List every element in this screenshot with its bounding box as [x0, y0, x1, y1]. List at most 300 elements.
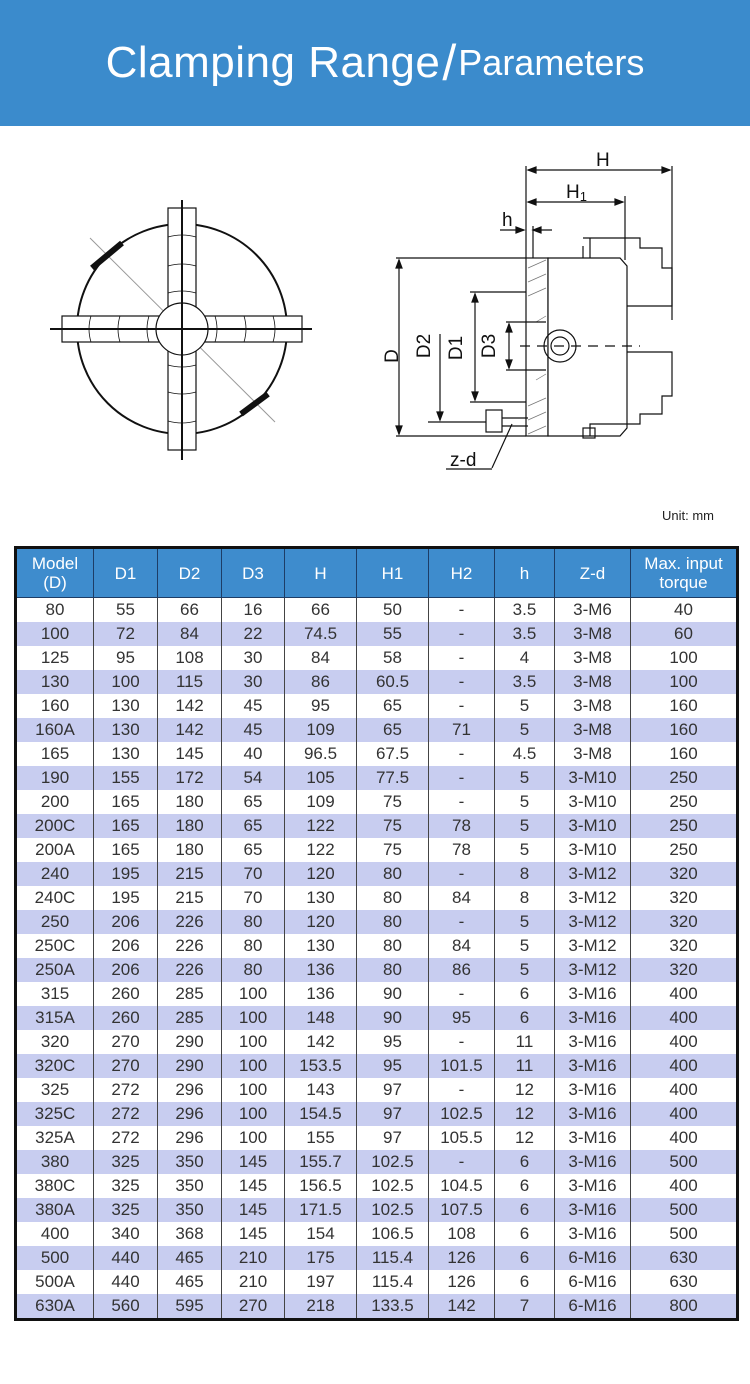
cell-model: 160 [40, 696, 70, 715]
table-row [16, 1030, 738, 1054]
cell-h2: 95 [429, 1006, 495, 1030]
cell-h1: 75 [357, 814, 429, 838]
cell-h2: 84 [429, 886, 495, 910]
cell-zd: 3-M16 [555, 1174, 631, 1198]
cell-d1: 55 [94, 598, 158, 623]
col-header-h2: H2 [429, 548, 495, 598]
cell-d3: 145 [222, 1150, 285, 1174]
cell-d3: 54 [222, 766, 285, 790]
cell-d3: 100 [222, 1006, 285, 1030]
cell-h: 86 [285, 670, 357, 694]
cell-model: 325 [40, 1080, 70, 1099]
cell-h-small: 3.5 [495, 622, 555, 646]
table-row [16, 1222, 738, 1246]
cell-zd: 3-M16 [555, 1222, 631, 1246]
table-row [16, 814, 738, 838]
cell-model: 250 [16, 910, 94, 934]
cell-torque: 250 [631, 838, 738, 862]
cell-h: 105 [285, 766, 357, 790]
cell-h1: 50 [357, 598, 429, 623]
cell-h: 66 [285, 598, 357, 623]
table-row [16, 694, 738, 718]
cell-d3: 16 [222, 598, 285, 623]
cell-h-small: 6 [495, 1246, 555, 1270]
cell-d3: 40 [222, 742, 285, 766]
cell-d1: 270 [94, 1030, 158, 1054]
col-header-h1: H1 [357, 548, 429, 598]
cell-d2: 180 [158, 838, 222, 862]
cell-d2: 226 [158, 934, 222, 958]
cell-d2: 226 [158, 958, 222, 982]
cell-h1: 90 [357, 1006, 429, 1030]
cell-h1: 65 [357, 694, 429, 718]
cell-h-small: 5 [495, 910, 555, 934]
cell-h: 120 [285, 862, 357, 886]
cell-h-small: 6 [495, 1222, 555, 1246]
cell-h1: 80 [357, 958, 429, 982]
svg-text:h: h [502, 210, 513, 231]
title-banner [0, 0, 750, 126]
cell-zd: 3-M8 [555, 694, 631, 718]
cell-torque: 320 [631, 910, 738, 934]
cell-d2: 172 [158, 766, 222, 790]
cell-d3: 100 [222, 1054, 285, 1078]
cell-model: 190 [16, 766, 94, 790]
svg-text:D: D [382, 349, 403, 363]
cell-torque: 250 [631, 814, 738, 838]
table-row [16, 670, 738, 694]
cell-d3: 65 [222, 838, 285, 862]
cell-h-small: 5 [495, 766, 555, 790]
cell-d3: 45 [222, 694, 285, 718]
cell-d1: 440 [94, 1270, 158, 1294]
cell-h-small: 6 [495, 1150, 555, 1174]
cell-d1: 560 [94, 1294, 158, 1320]
table-row [16, 1126, 738, 1150]
cell-zd: 3-M16 [555, 1102, 631, 1126]
col-header-h-small: h [495, 548, 555, 598]
cell-h: 109 [285, 790, 357, 814]
cell-h2: 71 [429, 718, 495, 742]
cell-d1: 272 [94, 1126, 158, 1150]
cell-d3: 100 [222, 1126, 285, 1150]
cell-h-small: 6 [495, 1198, 555, 1222]
cell-h-small: 6 [495, 1270, 555, 1294]
table-row [16, 886, 738, 910]
cell-h2: - [429, 670, 495, 694]
cell-d1: 206 [94, 910, 158, 934]
cell-h1: 67.5 [357, 742, 429, 766]
svg-text:H1: H1 [566, 182, 587, 204]
svg-text:D3: D3 [479, 333, 500, 359]
cell-d2: 465 [158, 1270, 222, 1294]
cell-torque: 320 [631, 862, 738, 886]
cell-h2: - [429, 910, 495, 934]
cell-zd: 3-M8 [555, 622, 631, 646]
cell-zd: 6-M16 [555, 1246, 631, 1270]
col-header-torque-line2: torque [659, 573, 708, 592]
table-row [16, 598, 738, 623]
cell-d3: 210 [222, 1246, 285, 1270]
cell-h2: 126 [429, 1270, 495, 1294]
cell-model: 125 [40, 648, 70, 667]
cell-zd: 6-M16 [555, 1270, 631, 1294]
cell-zd: 3-M12 [555, 862, 631, 886]
cell-d3: 145 [222, 1174, 285, 1198]
table-row [16, 1078, 738, 1102]
cell-h: 84 [285, 646, 357, 670]
cell-h: 143 [285, 1078, 357, 1102]
cell-torque: 500 [631, 1198, 738, 1222]
cell-h1: 106.5 [357, 1222, 429, 1246]
cell-zd: 3-M16 [555, 1198, 631, 1222]
cell-d1: 195 [94, 886, 158, 910]
cell-d2: 350 [158, 1150, 222, 1174]
cell-zd: 3-M8 [555, 742, 631, 766]
table-row [16, 1246, 738, 1270]
cell-zd: 3-M6 [555, 598, 631, 623]
cell-d1: 440 [94, 1246, 158, 1270]
cell-h: 96.5 [285, 742, 357, 766]
cell-d3: 270 [222, 1294, 285, 1320]
cell-h: 74.5 [285, 622, 357, 646]
cell-h2: - [429, 742, 495, 766]
cell-d3: 145 [222, 1198, 285, 1222]
cell-model: 100 [16, 622, 94, 646]
cell-model: 80 [45, 600, 65, 619]
cell-h: 122 [285, 814, 357, 838]
cell-d3: 65 [222, 814, 285, 838]
cell-d1: 95 [94, 646, 158, 670]
cell-d2: 285 [158, 1006, 222, 1030]
cell-h-small: 8 [495, 886, 555, 910]
col-header-d1: D1 [94, 548, 158, 598]
cell-zd: 3-M16 [555, 1054, 631, 1078]
cell-torque: 630 [631, 1246, 738, 1270]
cell-h: 218 [285, 1294, 357, 1320]
cell-torque: 400 [631, 1126, 738, 1150]
cell-d3: 30 [222, 646, 285, 670]
cell-d1: 72 [94, 622, 158, 646]
table-row [16, 934, 738, 958]
cell-d3: 100 [222, 1102, 285, 1126]
cell-d2: 350 [158, 1198, 222, 1222]
cell-h1: 60.5 [357, 670, 429, 694]
cell-h-small: 5 [495, 838, 555, 862]
cell-h2: - [429, 1150, 495, 1174]
cell-d3: 210 [222, 1270, 285, 1294]
cell-torque: 160 [631, 742, 738, 766]
cell-h-small: 5 [495, 790, 555, 814]
cell-h2: - [429, 766, 495, 790]
cell-h2: - [429, 622, 495, 646]
cell-d1: 272 [94, 1078, 158, 1102]
cell-model: 500 [16, 1246, 94, 1270]
cell-zd: 3-M10 [555, 766, 631, 790]
cell-h: 130 [285, 934, 357, 958]
cell-h2: - [429, 790, 495, 814]
table-row [16, 1294, 738, 1320]
cell-h2: 108 [429, 1222, 495, 1246]
cell-torque: 320 [631, 886, 738, 910]
cell-h1: 95 [357, 1030, 429, 1054]
technical-diagram [0, 126, 750, 506]
cell-h1: 95 [357, 1054, 429, 1078]
cell-d1: 155 [94, 766, 158, 790]
cell-h2: - [429, 1030, 495, 1054]
cell-torque: 100 [631, 646, 738, 670]
cell-d2: 465 [158, 1246, 222, 1270]
table-row [16, 1054, 738, 1078]
cell-zd: 3-M10 [555, 814, 631, 838]
cell-h-small: 12 [495, 1126, 555, 1150]
cell-d2: 66 [158, 598, 222, 623]
cell-d3: 22 [222, 622, 285, 646]
cell-h: 130 [285, 886, 357, 910]
cell-d3: 30 [222, 670, 285, 694]
cell-h-small: 3.5 [495, 598, 555, 623]
svg-text:D1: D1 [446, 335, 467, 361]
cell-h2: 105.5 [429, 1126, 495, 1150]
cell-model: 380A [16, 1198, 94, 1222]
cell-torque: 40 [631, 598, 738, 623]
cell-model: 630A [16, 1294, 94, 1320]
cell-h-small: 8 [495, 862, 555, 886]
cell-h2: - [429, 982, 495, 1006]
cell-h1: 58 [357, 646, 429, 670]
cell-model: 160A [16, 718, 94, 742]
cell-h: 122 [285, 838, 357, 862]
cell-d1: 130 [94, 694, 158, 718]
cell-h2: 102.5 [429, 1102, 495, 1126]
cell-d1: 165 [94, 814, 158, 838]
cell-h1: 75 [357, 790, 429, 814]
title-sub: Parameters [458, 42, 645, 83]
cell-zd: 3-M16 [555, 982, 631, 1006]
cell-h1: 80 [357, 886, 429, 910]
cell-d2: 296 [158, 1078, 222, 1102]
cell-h1: 102.5 [357, 1174, 429, 1198]
table-row [16, 790, 738, 814]
cell-model: 165 [40, 744, 70, 763]
cell-zd: 3-M16 [555, 1150, 631, 1174]
cell-h-small: 6 [495, 982, 555, 1006]
title-separator: / [442, 35, 457, 91]
cell-torque: 160 [631, 694, 738, 718]
table-row [16, 1102, 738, 1126]
cell-h1: 97 [357, 1078, 429, 1102]
cell-h2: - [429, 598, 495, 623]
cell-d1: 272 [94, 1102, 158, 1126]
cell-d1: 165 [94, 790, 158, 814]
chuck-front-view-icon [50, 200, 312, 460]
cell-d2: 595 [158, 1294, 222, 1320]
cell-d2: 84 [158, 622, 222, 646]
table-row [16, 718, 738, 742]
col-header-zd: Z-d [555, 548, 631, 598]
cell-h-small: 4 [495, 646, 555, 670]
cell-h: 171.5 [285, 1198, 357, 1222]
cell-h: 155 [285, 1126, 357, 1150]
cell-zd: 3-M16 [555, 1078, 631, 1102]
cell-torque: 400 [631, 1054, 738, 1078]
cell-h-small: 12 [495, 1102, 555, 1126]
cell-zd: 3-M16 [555, 1126, 631, 1150]
cell-d1: 206 [94, 934, 158, 958]
cell-h-small: 5 [495, 694, 555, 718]
col-header-model-line2: (D) [43, 573, 67, 592]
parameters-table [14, 546, 739, 1321]
cell-h1: 75 [357, 838, 429, 862]
cell-h-small: 6 [495, 1006, 555, 1030]
cell-h1: 77.5 [357, 766, 429, 790]
cell-zd: 3-M8 [555, 646, 631, 670]
cell-model: 320 [40, 1032, 70, 1051]
cell-d1: 260 [94, 1006, 158, 1030]
cell-h2: 78 [429, 838, 495, 862]
cell-h: 155.7 [285, 1150, 357, 1174]
cell-h1: 115.4 [357, 1246, 429, 1270]
cell-h1: 133.5 [357, 1294, 429, 1320]
cell-d3: 65 [222, 790, 285, 814]
cell-torque: 400 [631, 1078, 738, 1102]
cell-torque: 160 [631, 718, 738, 742]
cell-d2: 215 [158, 886, 222, 910]
cell-h-small: 4.5 [495, 742, 555, 766]
cell-h-small: 11 [495, 1054, 555, 1078]
cell-h-small: 12 [495, 1078, 555, 1102]
cell-h: 154 [285, 1222, 357, 1246]
cell-h2: 101.5 [429, 1054, 495, 1078]
cell-h: 156.5 [285, 1174, 357, 1198]
cell-d2: 296 [158, 1102, 222, 1126]
svg-text:z-d: z-d [450, 450, 477, 471]
table-row [16, 958, 738, 982]
cell-h1: 115.4 [357, 1270, 429, 1294]
table-row [16, 1006, 738, 1030]
cell-h: 148 [285, 1006, 357, 1030]
cell-d2: 142 [158, 694, 222, 718]
cell-d1: 260 [94, 982, 158, 1006]
cell-h2: - [429, 862, 495, 886]
cell-h: 142 [285, 1030, 357, 1054]
cell-model: 325A [35, 1128, 75, 1147]
cell-model: 315A [16, 1006, 94, 1030]
cell-h1: 102.5 [357, 1150, 429, 1174]
cell-torque: 320 [631, 934, 738, 958]
cell-h-small: 7 [495, 1294, 555, 1320]
cell-h-small: 5 [495, 958, 555, 982]
cell-model: 200 [40, 792, 70, 811]
cell-h-small: 3.5 [495, 670, 555, 694]
cell-d3: 100 [222, 1078, 285, 1102]
cell-h: 175 [285, 1246, 357, 1270]
cell-h: 120 [285, 910, 357, 934]
cell-d1: 270 [94, 1054, 158, 1078]
cell-d1: 325 [94, 1198, 158, 1222]
col-header-h: H [285, 548, 357, 598]
cell-h2: 126 [429, 1246, 495, 1270]
cell-model: 240C [34, 888, 76, 907]
cell-d3: 145 [222, 1222, 285, 1246]
cell-d3: 45 [222, 718, 285, 742]
cell-h1: 80 [357, 934, 429, 958]
cell-d2: 296 [158, 1126, 222, 1150]
cell-d1: 325 [94, 1174, 158, 1198]
cell-zd: 3-M12 [555, 886, 631, 910]
table-row [16, 766, 738, 790]
svg-text:D2: D2 [414, 333, 435, 359]
cell-torque: 60 [631, 622, 738, 646]
cell-h-small: 5 [495, 814, 555, 838]
table-row [16, 1174, 738, 1198]
cell-model: 320C [16, 1054, 94, 1078]
cell-torque: 500 [631, 1150, 738, 1174]
cell-d2: 180 [158, 790, 222, 814]
cell-h-small: 5 [495, 718, 555, 742]
cell-zd: 3-M12 [555, 910, 631, 934]
cell-h: 136 [285, 982, 357, 1006]
cell-h-small: 11 [495, 1030, 555, 1054]
table-row [16, 982, 738, 1006]
table-row [16, 742, 738, 766]
cell-model: 325C [16, 1102, 94, 1126]
cell-model: 400 [40, 1224, 70, 1243]
cell-d1: 206 [94, 958, 158, 982]
table-row [16, 862, 738, 886]
cell-torque: 630 [631, 1270, 738, 1294]
cell-d2: 285 [158, 982, 222, 1006]
cell-d3: 100 [222, 982, 285, 1006]
cell-model: 500A [35, 1272, 75, 1291]
cell-zd: 3-M12 [555, 934, 631, 958]
cell-torque: 500 [631, 1222, 738, 1246]
cell-d1: 130 [94, 718, 158, 742]
cell-model: 200A [35, 840, 75, 859]
cell-d3: 70 [222, 862, 285, 886]
cell-torque: 400 [631, 1030, 738, 1054]
cell-torque: 400 [631, 1174, 738, 1198]
cell-h1: 80 [357, 862, 429, 886]
cell-torque: 250 [631, 766, 738, 790]
col-header-torque-line1: Max. input [644, 554, 723, 573]
cell-torque: 400 [631, 1102, 738, 1126]
cell-d2: 180 [158, 814, 222, 838]
cell-h2: 104.5 [429, 1174, 495, 1198]
cell-model: 380 [16, 1150, 94, 1174]
table-body [16, 598, 738, 1320]
cell-h: 109 [285, 718, 357, 742]
cell-h2: - [429, 646, 495, 670]
cell-h1: 80 [357, 910, 429, 934]
col-header-model [16, 548, 94, 598]
cell-h1: 97 [357, 1102, 429, 1126]
col-header-torque [631, 548, 738, 598]
cell-h1: 97 [357, 1126, 429, 1150]
cell-zd: 6-M16 [555, 1294, 631, 1320]
cell-d1: 130 [94, 742, 158, 766]
cell-d2: 350 [158, 1174, 222, 1198]
cell-h2: - [429, 694, 495, 718]
cell-d2: 115 [158, 670, 222, 694]
cell-d2: 290 [158, 1054, 222, 1078]
cell-model: 315 [40, 984, 70, 1003]
table-row [16, 838, 738, 862]
cell-h: 154.5 [285, 1102, 357, 1126]
table-row [16, 622, 738, 646]
cell-h1: 102.5 [357, 1198, 429, 1222]
table-row [16, 1198, 738, 1222]
